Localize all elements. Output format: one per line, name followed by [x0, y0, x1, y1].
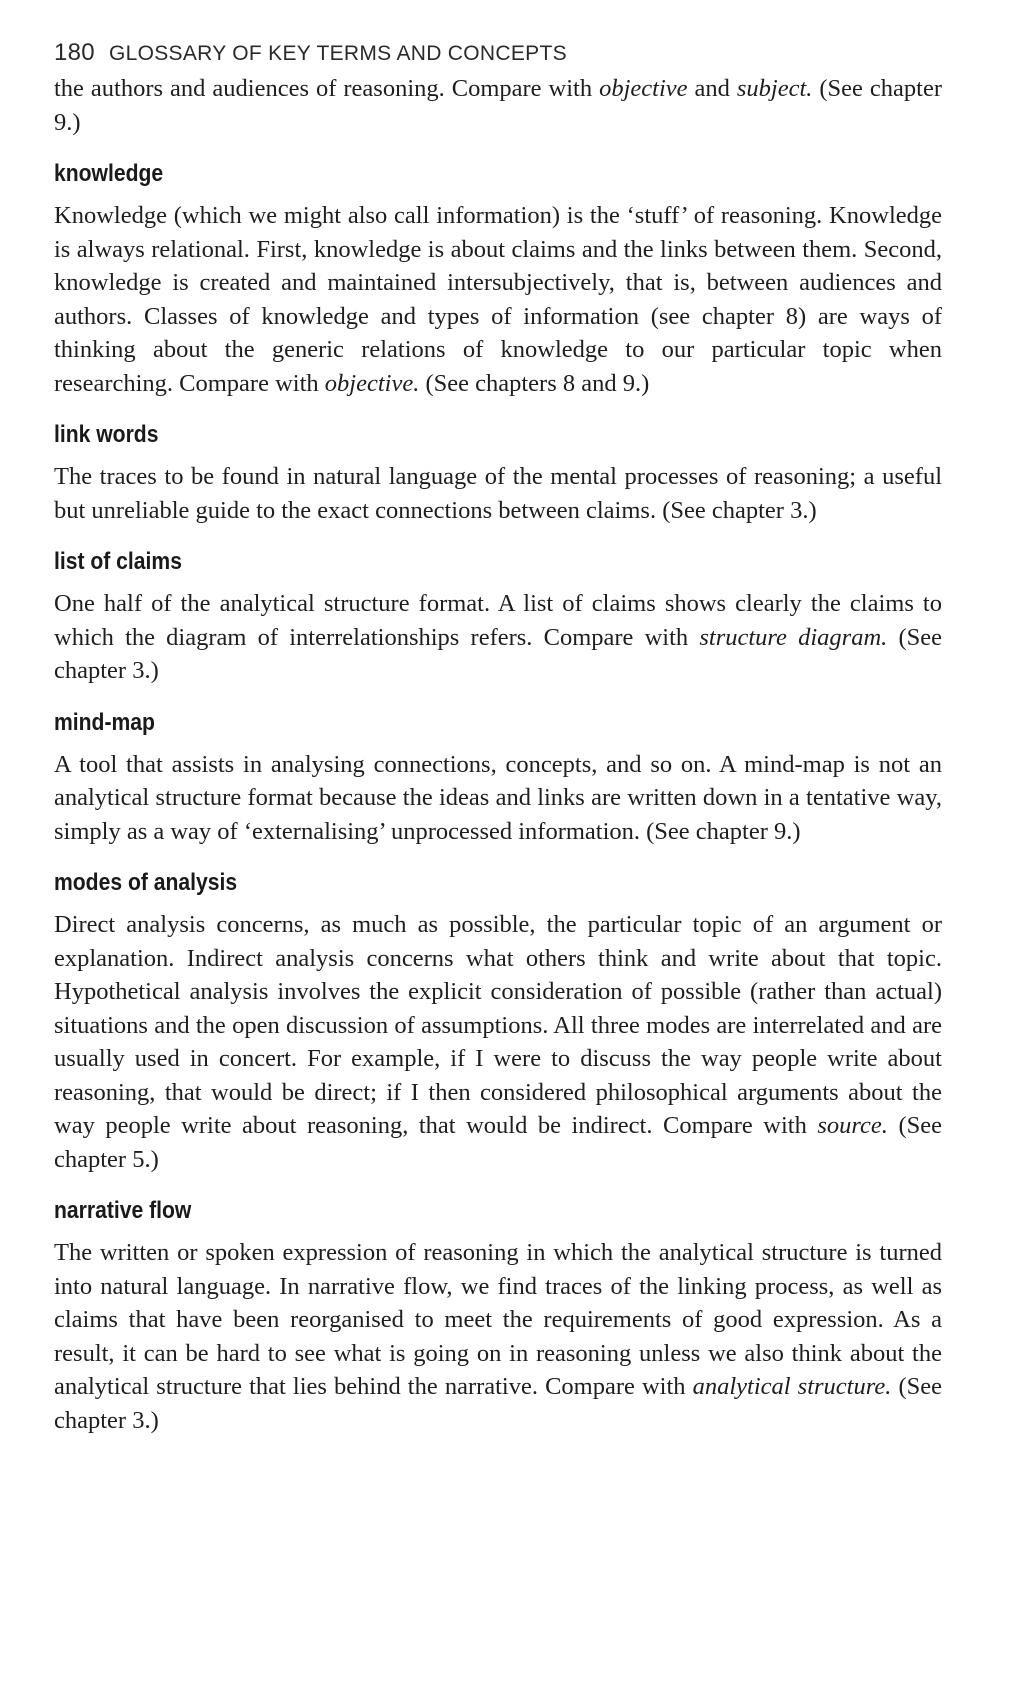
glossary-definition — [54, 587, 942, 688]
page-number: 180 — [54, 39, 95, 66]
glossary-definition — [54, 908, 942, 1176]
continuation-text: the authors and audiences of reasoning. Compare with — [54, 75, 600, 102]
cross-reference: subject. — [736, 75, 813, 102]
definition-text: Direct analysis concerns, as much as possible, the particular topic of an argument or explanation. Indirect analysis concerns what others think and write about that topic. Hypothetical analysis involves the explicit consideration of possible (rather than actual) situations and the open discussion of assumptions. All three modes are interrelated and are usually used in concert. For example, if I were to discuss the way people write about reasoning, that would be direct; if I then considered philosophical arguments about the way people write about reasoning, that would be indirect. Compare with — [54, 911, 942, 1139]
definition-text: A tool that assists in analysing connections, concepts, and so on. A mind-map is not an analytical structure format because the ideas and links are written down in a tentative way, simply as a way of ‘externalising’ unprocessed information. (See chapter 9.) — [54, 750, 942, 845]
definition-text: (See chapter 3.) — [54, 1373, 942, 1434]
running-head — [54, 36, 942, 70]
definition-text: One half of the analytical structure format. A list of claims shows clearly the claims to which the diagram of interrelationships refers. Compare with — [54, 590, 942, 651]
glossary-term: narrative flow — [54, 1197, 192, 1224]
continuation-text: and — [687, 75, 737, 102]
cross-reference: analytical structure. — [692, 1373, 892, 1400]
definition-text: Knowledge (which we might also call information) is the ‘stuff’ of reasoning. Knowledge is always relational. First, knowledge is about claims and the links between them. Second, knowledge is created and maintained intersubjectively, that is, between audiences and authors. Classes of knowledge and types of information (see chapter 8) are ways of thinking about the generic relations of knowledge to our particular topic when researching. Compare with — [54, 202, 942, 397]
definition-text: (See chapter 5.) — [54, 1112, 942, 1173]
continuation-paragraph — [54, 72, 942, 139]
definition-text: The written or spoken expression of reasoning in which the analytical structure is turned into natural language. In narrative flow, we find traces of the linking process, as well as claims that have been reorganised to meet the requirements of good expression. As a result, it can be hard to see what is going on in reasoning unless we also think about the analytical structure that lies behind the narrative. Compare with — [54, 1239, 942, 1400]
glossary-term: link words — [54, 421, 159, 448]
definition-text: (See chapters 8 and 9.) — [419, 369, 650, 397]
continuation-text: (See chapter 9.) — [54, 75, 943, 136]
glossary-entry-modes-of-analysis — [54, 868, 942, 1176]
glossary-entry-mind-map — [54, 708, 942, 849]
glossary-term: modes of analysis — [54, 869, 238, 896]
glossary-term: list of claims — [54, 548, 182, 575]
glossary-definition — [54, 1236, 942, 1437]
definition-text: (See chapter 3.) — [54, 623, 942, 684]
glossary-term: knowledge — [54, 160, 164, 187]
glossary-definition — [54, 199, 942, 400]
glossary-definition — [54, 748, 942, 849]
glossary-entry-link-words — [54, 420, 942, 527]
glossary-term: mind-map — [54, 708, 155, 736]
running-head-title: GLOSSARY OF KEY TERMS AND CONCEPTS — [108, 42, 567, 65]
cross-reference: structure diagram. — [699, 623, 888, 651]
glossary-entry-list-of-claims — [54, 547, 942, 688]
glossary-definition — [54, 460, 942, 527]
glossary-entry-narrative-flow — [54, 1196, 942, 1437]
glossary-entry-knowledge — [54, 159, 942, 400]
cross-reference: objective — [599, 75, 688, 102]
definition-text: The traces to be found in natural language of the mental processes of reasoning; a useful but unreliable guide to the exact connections between claims. (See chapter 3.) — [54, 463, 942, 524]
cross-reference: objective. — [324, 369, 420, 397]
cross-reference: source. — [817, 1112, 888, 1139]
